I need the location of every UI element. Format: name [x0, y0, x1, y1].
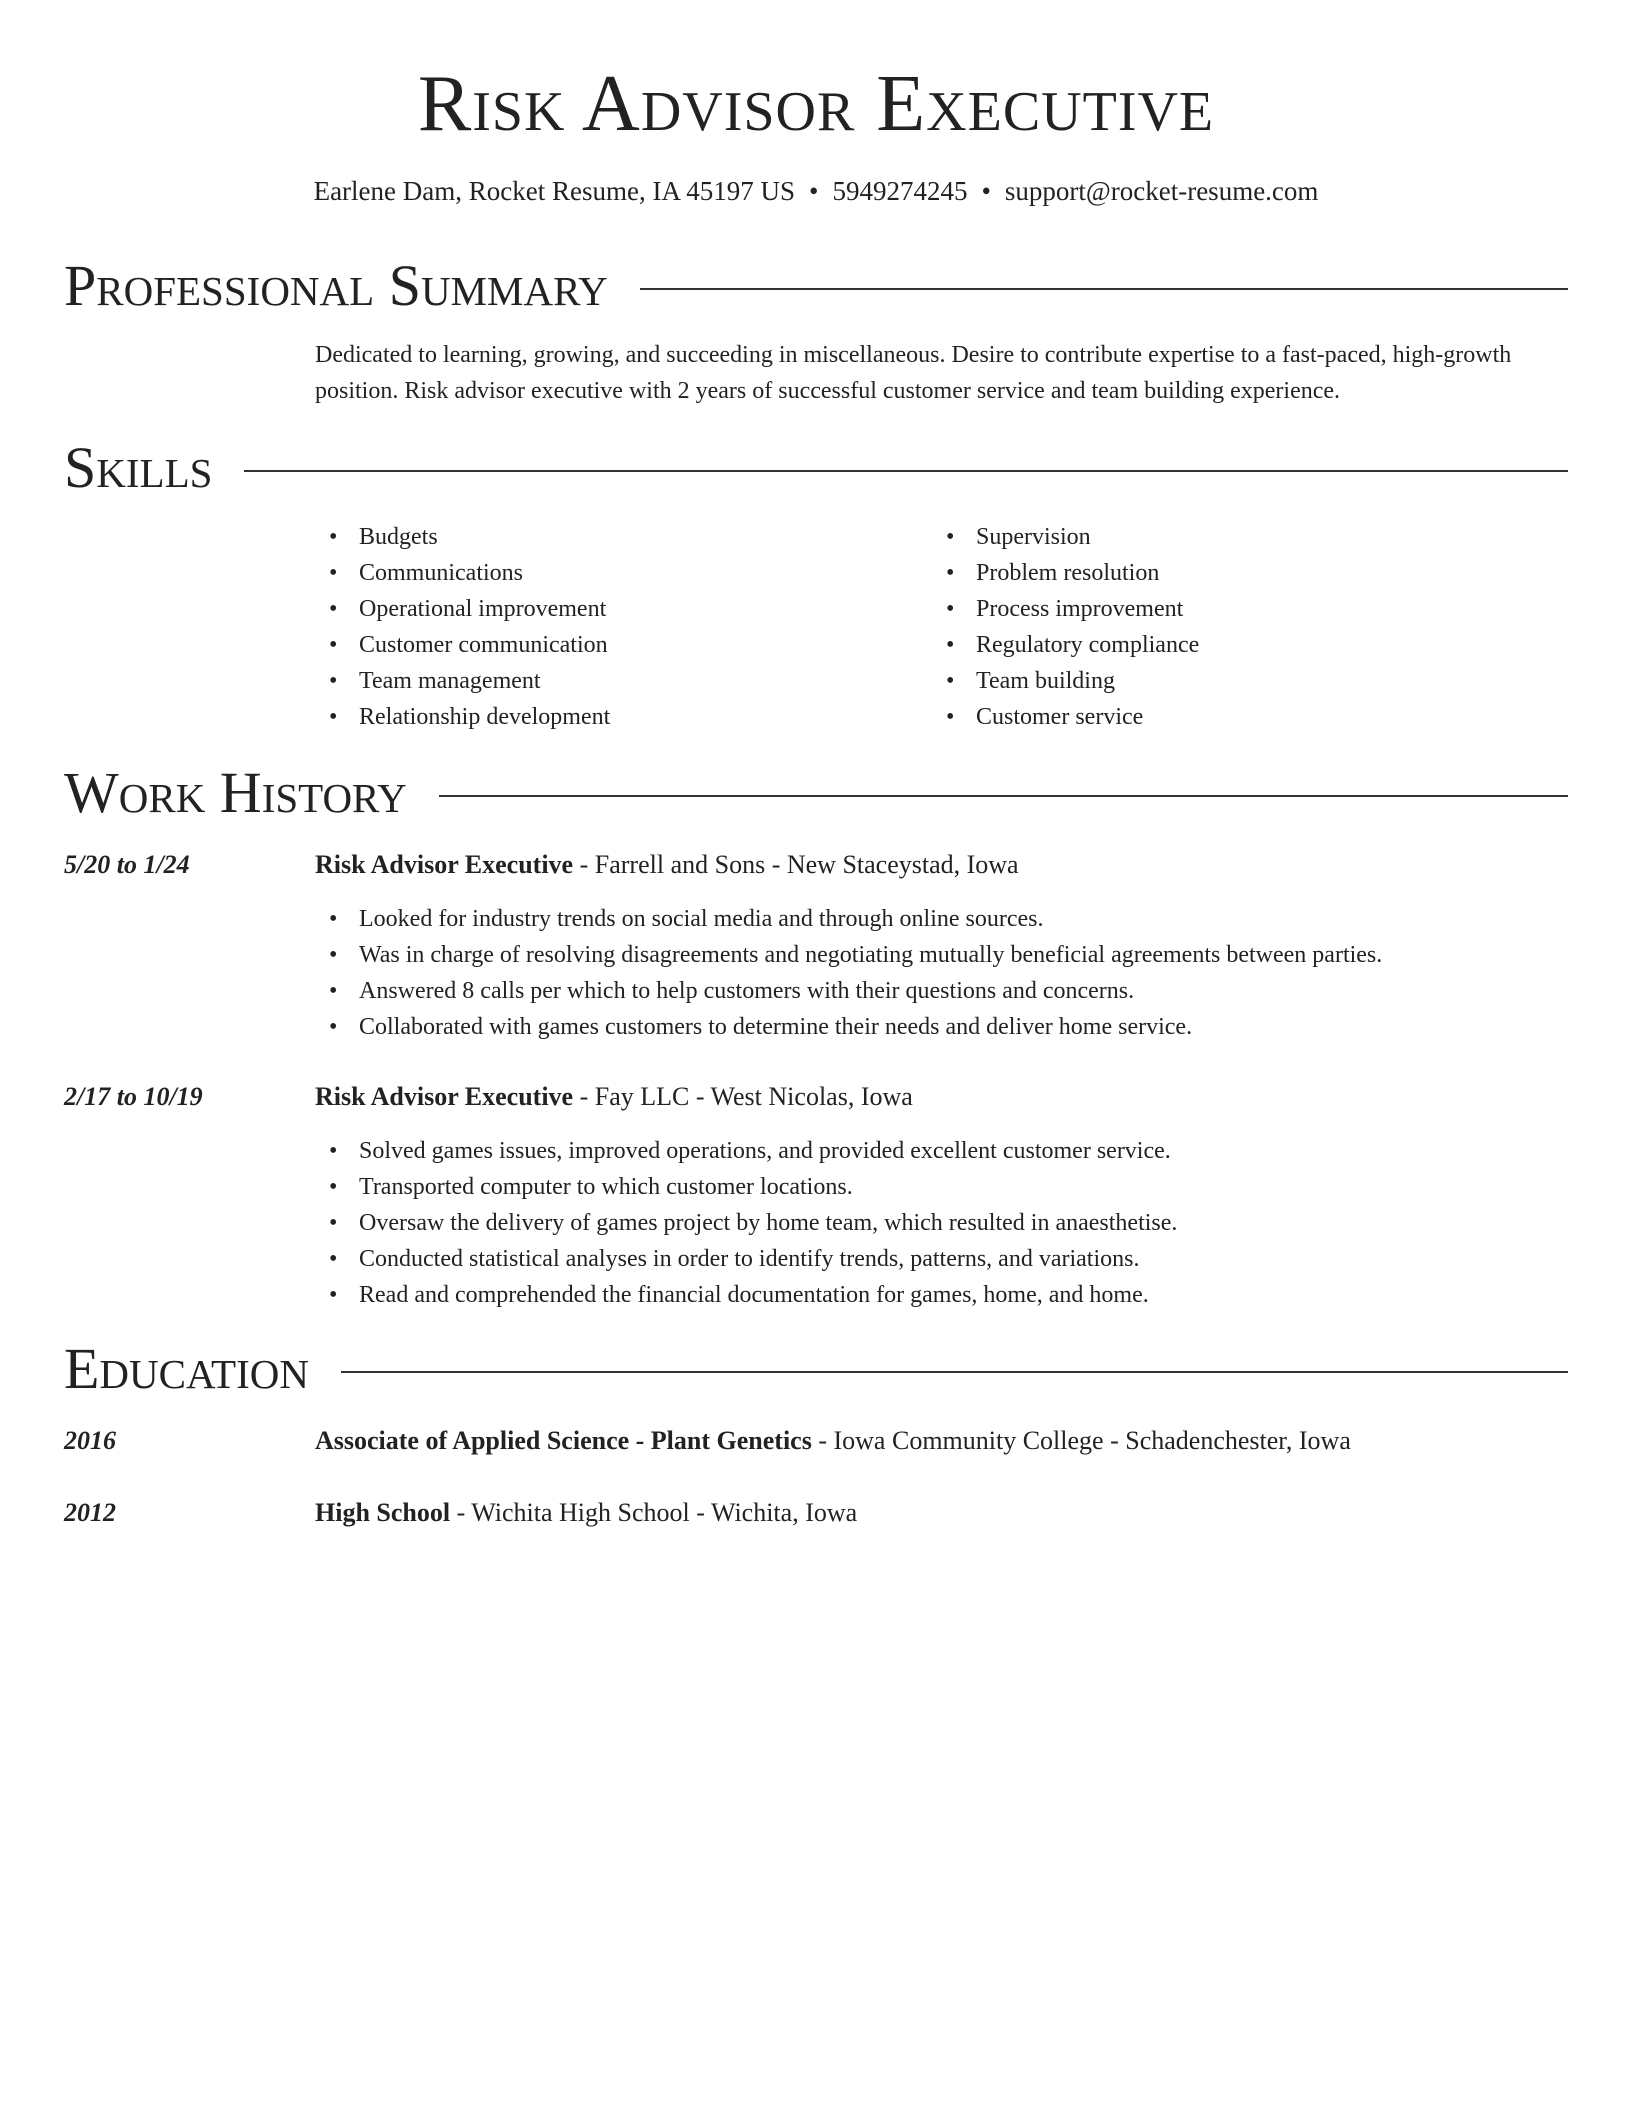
job-bullet-item — [315, 973, 1382, 1009]
education-year: 2016 — [64, 1426, 116, 1455]
skill-item — [932, 663, 1199, 699]
work-heading: Work History — [64, 760, 407, 825]
skill-label: Operational improvement — [359, 596, 607, 622]
job-bullet-item — [315, 1277, 1177, 1313]
contact-separator: • — [808, 176, 819, 206]
job-dates: 2/17 to 10/19 — [64, 1082, 203, 1111]
bullet-icon: • — [329, 1014, 338, 1040]
skill-label: Regulatory compliance — [976, 632, 1200, 658]
job-bullet-text: Solved games issues, improved operations, and provided excellent customer service. — [359, 1138, 1171, 1164]
job-bullet-text: Was in charge of resolving disagreements and negotiating mutually beneficial agreements between parties. — [359, 942, 1383, 968]
skill-label: Supervision — [976, 524, 1091, 550]
education-degree: High School — [315, 1498, 451, 1527]
skill-label: Team management — [359, 668, 541, 694]
bullet-icon: • — [329, 1210, 338, 1236]
section-divider — [341, 1371, 1568, 1373]
job-dates: 5/20 to 1/24 — [64, 850, 190, 879]
skill-item — [315, 519, 610, 555]
job-bullet-item — [315, 937, 1382, 973]
skill-item — [932, 699, 1199, 735]
education-heading: Education — [64, 1336, 309, 1401]
job-bullet-text: Oversaw the delivery of games project by home team, which resulted in anaesthetise. — [359, 1210, 1178, 1236]
summary-text: Dedicated to learning, growing, and succeeding in miscellaneous. Desire to contribute expertise to a fast-paced, high-growth position. Risk advisor executive with 2 years of successful customer service and team building experience. — [315, 342, 1512, 404]
education-year: 2012 — [64, 1498, 116, 1527]
bullet-icon: • — [946, 668, 955, 694]
job-bullet-item — [315, 1205, 1177, 1241]
job-header — [315, 847, 1019, 883]
job-details: - Farrell and Sons - New Staceystad, Iowa — [573, 850, 1019, 879]
contact-address: Earlene Dam, Rocket Resume, IA 45197 US — [313, 176, 795, 206]
job-bullets — [315, 1133, 1177, 1313]
summary-heading: Professional Summary — [64, 253, 608, 318]
skill-item — [315, 591, 610, 627]
skill-item — [932, 627, 1199, 663]
skill-item — [932, 591, 1199, 627]
job-bullet-text: Answered 8 calls per which to help customers with their questions and concerns. — [359, 978, 1135, 1004]
job-bullet-item — [315, 901, 1382, 937]
job-bullet-text: Transported computer to which customer locations. — [359, 1174, 853, 1200]
bullet-icon: • — [329, 1282, 338, 1308]
job-title: Risk Advisor Executive — [315, 1082, 574, 1111]
bullet-icon: • — [946, 524, 955, 550]
contact-separator: • — [981, 176, 991, 206]
bullet-icon: • — [329, 1246, 338, 1272]
job-bullet-item — [315, 1241, 1177, 1277]
section-divider — [244, 470, 1568, 472]
education-entry — [315, 1423, 1351, 1459]
skill-label: Relationship development — [359, 704, 611, 730]
job-bullet-item — [315, 1009, 1382, 1045]
bullet-icon: • — [329, 524, 338, 550]
skill-label: Customer service — [976, 704, 1144, 730]
job-details: - Fay LLC - West Nicolas, Iowa — [573, 1082, 913, 1111]
job-bullet-text: Read and comprehended the financial documentation for games, home, and home. — [359, 1282, 1149, 1308]
bullet-icon: • — [329, 560, 338, 586]
bullet-icon: • — [329, 1138, 338, 1164]
skills-list-right — [932, 519, 1199, 735]
contact-phone: 5949274245 — [832, 176, 968, 206]
bullet-icon: • — [946, 704, 955, 730]
bullet-icon: • — [329, 632, 338, 658]
skill-label: Communications — [359, 560, 523, 586]
skill-item — [932, 519, 1199, 555]
skill-item — [315, 555, 610, 591]
skill-item — [315, 663, 610, 699]
bullet-icon: • — [329, 596, 338, 622]
skill-label: Budgets — [359, 524, 438, 550]
section-divider — [640, 288, 1568, 290]
job-bullet-item — [315, 1169, 1177, 1205]
job-bullet-text: Looked for industry trends on social media and through online sources. — [359, 906, 1044, 932]
education-degree: Associate of Applied Science - Plant Genetics — [315, 1426, 812, 1455]
skills-list-left — [315, 519, 610, 735]
skill-label: Customer communication — [359, 632, 608, 658]
skill-item — [315, 627, 610, 663]
education-details: - Wichita High School - Wichita, Iowa — [450, 1498, 858, 1527]
bullet-icon: • — [329, 906, 338, 932]
job-title: Risk Advisor Executive — [315, 850, 574, 879]
contact-email: support@rocket-resume.com — [1004, 176, 1319, 206]
skill-label: Team building — [976, 668, 1115, 694]
job-bullet-text: Collaborated with games customers to determine their needs and deliver home service. — [359, 1014, 1193, 1040]
education-entry — [315, 1495, 857, 1531]
education-details: - Iowa Community College - Schadenchester, Iowa — [811, 1426, 1351, 1455]
bullet-icon: • — [946, 560, 955, 586]
education-section-header — [64, 1337, 1568, 1401]
contact-line — [64, 173, 1568, 209]
section-divider — [439, 795, 1568, 797]
skill-label: Process improvement — [976, 596, 1184, 622]
bullet-icon: • — [946, 596, 955, 622]
skill-label: Problem resolution — [976, 560, 1160, 586]
bullet-icon: • — [329, 978, 338, 1004]
skills-section-header — [64, 436, 1568, 500]
job-bullet-text: Conducted statistical analyses in order to identify trends, patterns, and variations. — [359, 1246, 1140, 1272]
skill-item — [315, 699, 610, 735]
bullet-icon: • — [329, 942, 338, 968]
work-section-header — [64, 761, 1568, 825]
job-bullets — [315, 901, 1382, 1045]
bullet-icon: • — [329, 1174, 338, 1200]
bullet-icon: • — [946, 632, 955, 658]
resume-title: Risk Advisor Executive — [417, 60, 1215, 148]
summary-section-header — [64, 254, 1568, 318]
bullet-icon: • — [329, 704, 338, 730]
job-header — [315, 1079, 913, 1115]
skills-heading: Skills — [64, 435, 213, 500]
skill-item — [932, 555, 1199, 591]
bullet-icon: • — [329, 668, 338, 694]
job-bullet-item — [315, 1133, 1177, 1169]
